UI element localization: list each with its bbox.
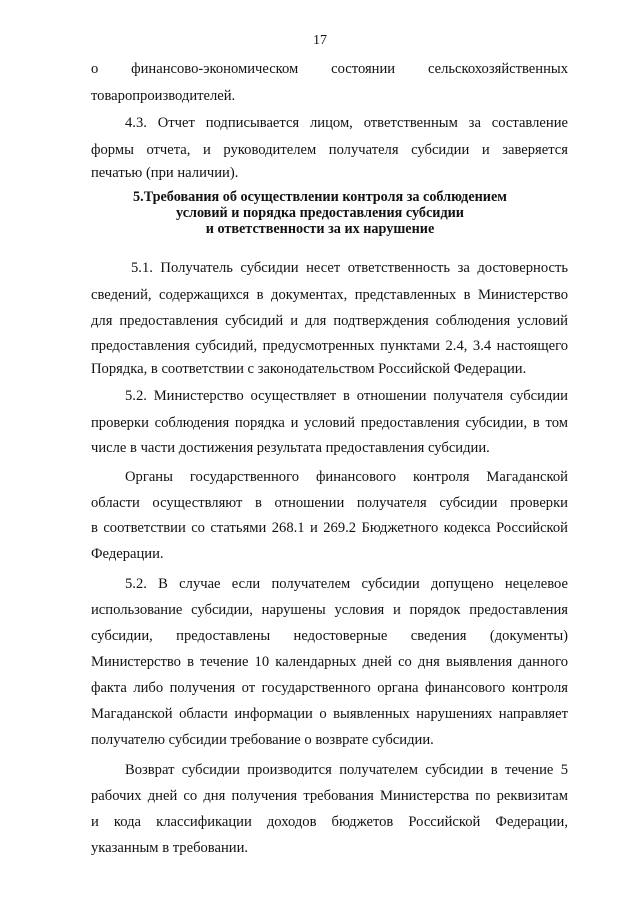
paragraph-5-1-line: для предоставления субсидий и для подтверждения соблюдения условий [91, 313, 568, 329]
page-number: 17 [313, 33, 327, 48]
continuation-line: о финансово-экономическом состоянии сельскохозяйственных [91, 61, 568, 77]
paragraph-5-2-violation-line: субсидии, предоставлены недостоверные сведения (документы) [91, 628, 568, 644]
paragraph-4-3-line: формы отчета, и руководителем получателя субсидии и заверяется [91, 142, 568, 158]
section-heading-line: условий и порядка предоставления субсидии [176, 205, 464, 221]
paragraph-control-organs-line: в соответствии со статьями 268.1 и 269.2 Бюджетного кодекса Российской [91, 520, 568, 536]
paragraph-5-1-line: сведений, содержащихся в документах, представленных в Министерство [91, 287, 568, 303]
paragraph-5-1-line: 5.1. Получатель субсидии несет ответственность за достоверность [131, 260, 568, 276]
continuation-line: товаропроизводителей. [91, 88, 236, 104]
paragraph-control-organs-line: Органы государственного финансового контроля Магаданской [125, 469, 568, 485]
paragraph-5-2-line: проверки соблюдения порядка и условий предоставления субсидии, в том [91, 415, 568, 431]
section-heading-line: и ответственности за их нарушение [205, 221, 435, 237]
paragraph-5-2-violation-line: Министерство в течение 10 календарных дней со дня выявления данного [91, 654, 568, 670]
paragraph-5-2-violation-line: использование субсидии, нарушены условия и порядок предоставления [91, 602, 568, 618]
paragraph-5-2-violation-line: 5.2. В случае если получателем субсидии допущено нецелевое [125, 576, 568, 592]
paragraph-5-1-line: Порядка, в соответствии с законодательством Российской Федерации. [91, 361, 527, 377]
paragraph-5-1-line: предоставления субсидий, предусмотренных пунктами 2.4, 3.4 настоящего [91, 338, 568, 354]
paragraph-5-2-line: 5.2. Министерство осуществляет в отношении получателя субсидии [125, 388, 568, 404]
paragraph-return-line: Возврат субсидии производится получателем субсидии в течение 5 [125, 762, 568, 778]
section-heading-line: 5.Требования об осуществлении контроля за соблюдением [133, 189, 507, 205]
paragraph-5-2-violation-line: факта либо получения от государственного органа финансового контроля [91, 680, 568, 696]
paragraph-4-3-line: печатью (при наличии). [91, 165, 239, 181]
paragraph-return-line: указанным в требовании. [91, 840, 249, 856]
paragraph-4-3-line: 4.3. Отчет подписывается лицом, ответственным за составление [125, 115, 568, 131]
paragraph-return-line: рабочих дней со дня получения требования Министерства по реквизитам [91, 788, 568, 804]
paragraph-control-organs-line: Федерации. [91, 546, 164, 562]
paragraph-5-2-violation-line: получателю субсидии требование о возврате субсидии. [91, 732, 434, 748]
paragraph-return-line: и кода классификации доходов бюджетов Российской Федерации, [91, 814, 568, 830]
paragraph-5-2-line: числе в части достижения результата предоставления субсидии. [91, 440, 490, 456]
paragraph-control-organs-line: области осуществляют в отношении получателя субсидии проверки [91, 495, 568, 511]
paragraph-5-2-violation-line: Магаданской области информации о выявленных нарушениях направляет [91, 706, 568, 722]
